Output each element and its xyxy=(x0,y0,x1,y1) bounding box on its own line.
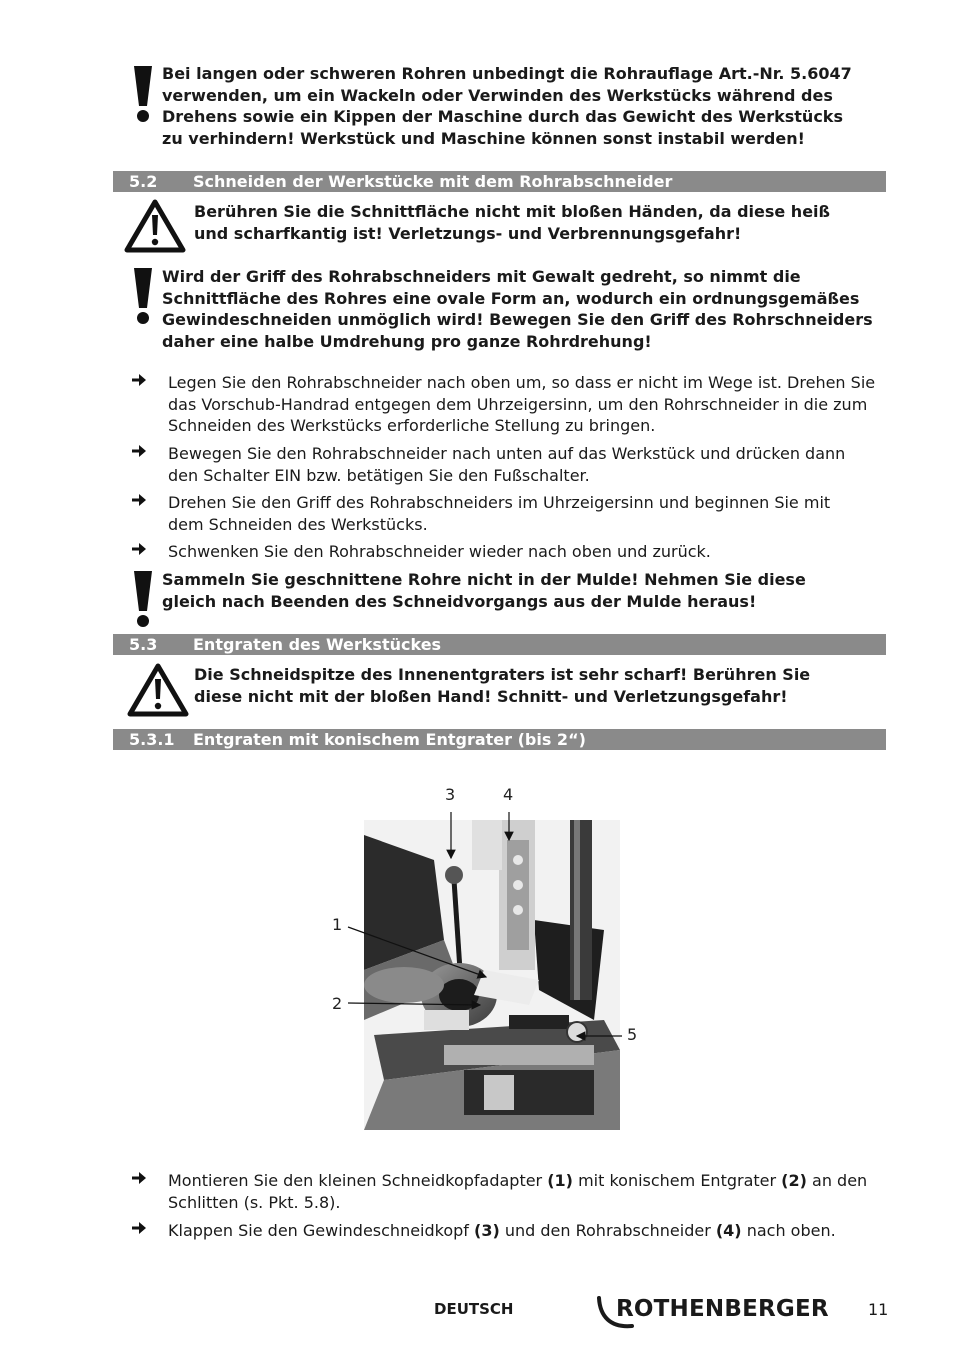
footer-language: DEUTSCH xyxy=(434,1300,514,1318)
step-text: Klappen Sie den Gewindeschneidkopf xyxy=(168,1221,475,1240)
callout-label: 3 xyxy=(445,785,456,804)
brand-name: ROTHENBERGER xyxy=(616,1296,829,1322)
callout-label: 5 xyxy=(627,1025,638,1044)
warning-note: Wird der Griff des Rohrabschneiders mit Gewalt gedreht, so nimmt die Schnittfläche des Rohres eine ovale Form an, wodurch ein ordnungsgemäßes Gewindeschneiden unmöglich wird! Bewegen Sie den Griff des Rohrschneiders daher eine halbe Umdrehung pro ganze Rohrdrehung! xyxy=(162,267,873,351)
section-title: Entgraten mit konischem Entgrater (bis 2“) xyxy=(193,730,586,749)
section-title: Entgraten des Werkstückes xyxy=(193,635,442,654)
section-number: 5.2 xyxy=(129,172,158,191)
section-title: Schneiden der Werkstücke mit dem Rohrabschneider xyxy=(193,172,673,191)
warning-note: Bei langen oder schweren Rohren unbedingt die Rohrauflage Art.-Nr. 5.6047 verwenden, um ein Wackeln oder Verwinden des Werkstücks während des Drehens sowie ein Kippen der Maschine durch das Gewicht des Werkstücks zu verhindern! Werkstück und Maschine können sonst instabil werden! xyxy=(162,64,852,148)
page-number: 11 xyxy=(868,1300,889,1319)
step-text: mit konischem Entgrater xyxy=(572,1171,782,1190)
instruction-step: Bewegen Sie den Rohrabschneider nach unten auf das Werkstück und drücken dann den Schalter EIN bzw. betätigen Sie den Fußschalter. xyxy=(168,444,846,485)
danger-note: Berühren Sie die Schnittfläche nicht mit bloßen Händen, da diese heiß und scharfkantig ist! Verletzungs- und Verbrennungsgefahr! xyxy=(194,202,831,243)
arrow-bullet-icon xyxy=(131,1170,153,1190)
instruction-step: Drehen Sie den Griff des Rohrabschneiders im Uhrzeigersinn und beginnen Sie mit dem Schneiden des Werkstücks. xyxy=(168,493,831,534)
arrow-bullet-icon xyxy=(131,1220,153,1240)
callout-label: 1 xyxy=(332,915,343,934)
ref-number: (3) xyxy=(474,1221,500,1240)
ref-number: (1) xyxy=(547,1171,573,1190)
instruction-step: Legen Sie den Rohrabschneider nach oben um, so dass er nicht im Wege ist. Drehen Sie das Vorschub-Handrad entgegen dem Uhrzeigersinn, um den Rohrschneider in die zum Schneiden des Werkstücks erforderliche Stellung zu bringen. xyxy=(168,373,876,435)
step-text: Montieren Sie den kleinen Schneidkopfadapter xyxy=(168,1171,548,1190)
instruction-step xyxy=(168,1170,886,1213)
step-text: nach oben. xyxy=(741,1221,836,1240)
brand-logo xyxy=(596,1296,836,1332)
step-text: an den Schlitten (s. Pkt. 5.8). xyxy=(168,1171,868,1212)
ref-number: (4) xyxy=(715,1221,742,1240)
instruction-step: Schwenken Sie den Rohrabschneider wieder nach oben und zurück. xyxy=(168,542,711,561)
callout-label: 4 xyxy=(503,785,514,804)
ref-number: (2) xyxy=(781,1171,807,1190)
instruction-step xyxy=(168,1220,886,1242)
danger-note: Die Schneidspitze des Innenentgraters ist sehr scharf! Berühren Sie diese nicht mit der bloßen Hand! Schnitt- und Verletzungsgefahr! xyxy=(194,665,811,706)
step-text: und den Rohrabschneider xyxy=(499,1221,716,1240)
section-number: 5.3.1 xyxy=(129,730,175,749)
warning-note: Sammeln Sie geschnittene Rohre nicht in der Mulde! Nehmen Sie diese gleich nach Beenden des Schneidvorgangs aus der Mulde heraus! xyxy=(162,570,806,611)
callout-label: 2 xyxy=(332,994,343,1013)
section-number: 5.3 xyxy=(129,635,158,654)
